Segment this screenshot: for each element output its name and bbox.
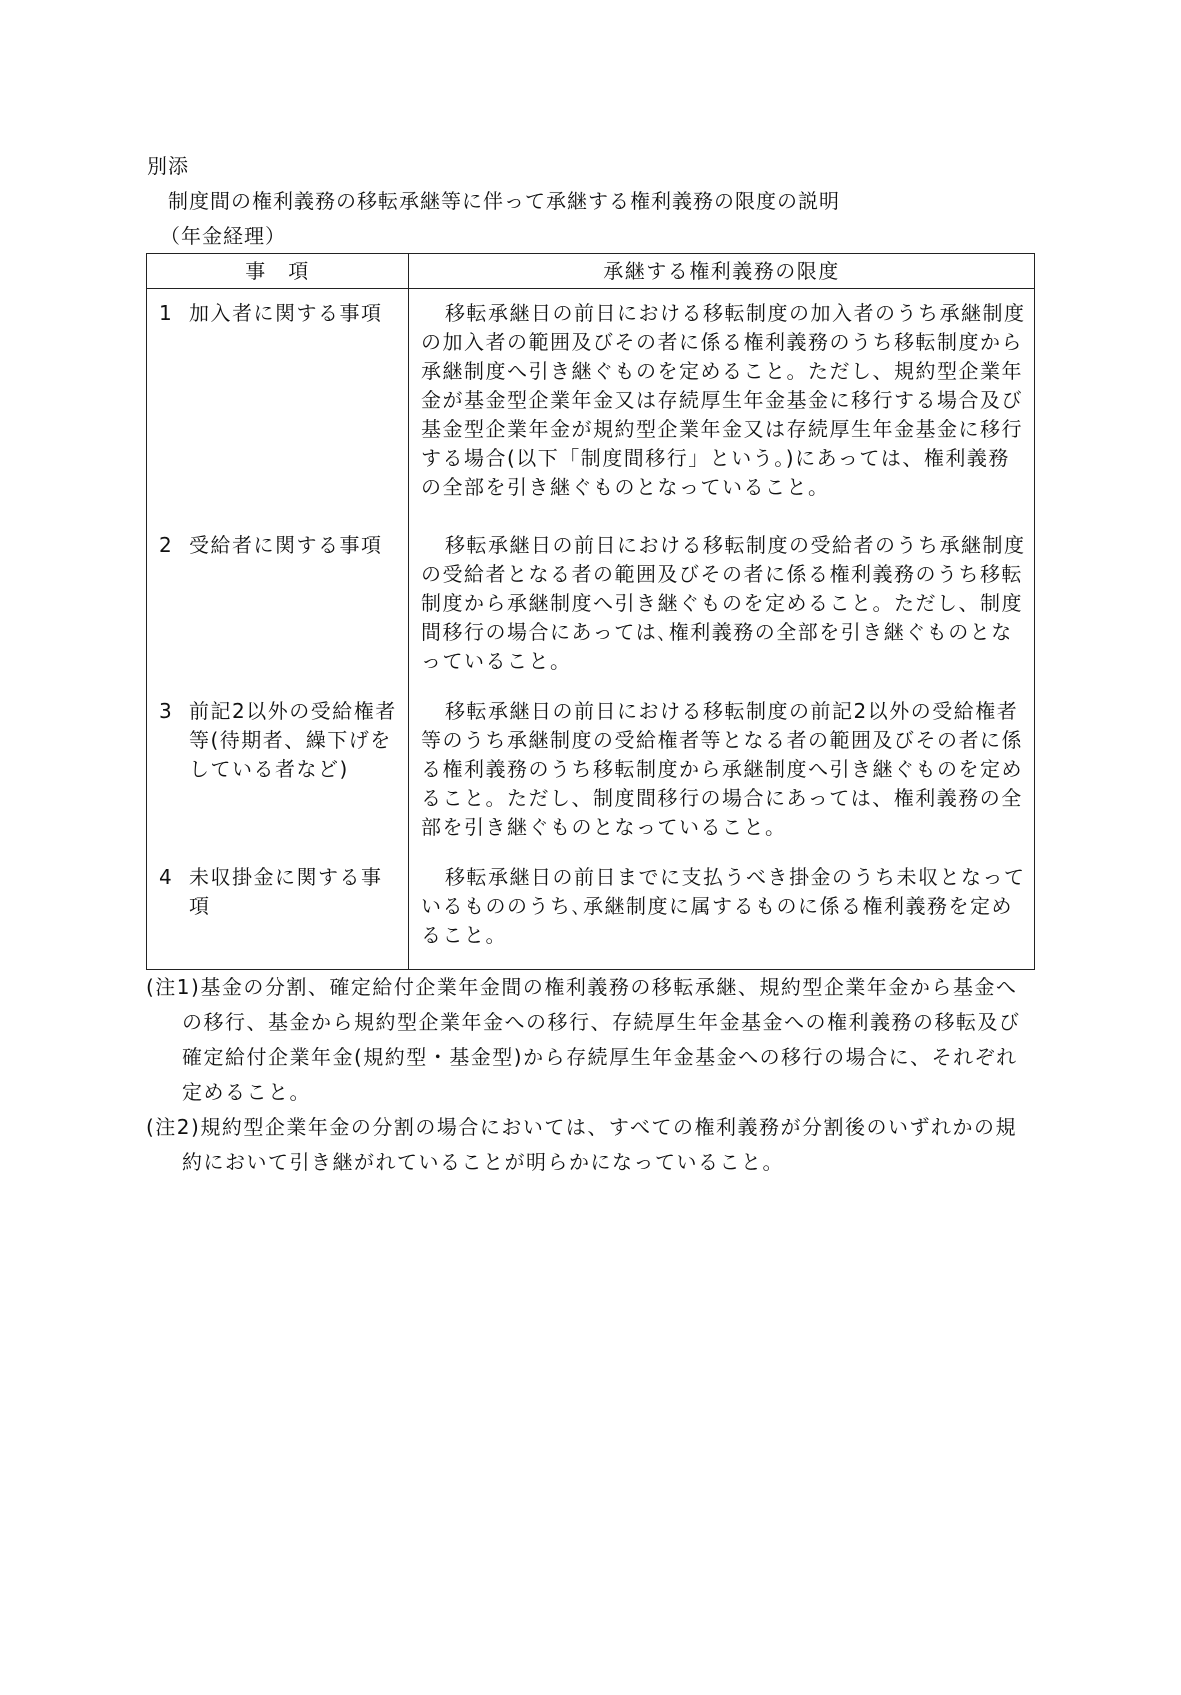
section-label: （年金経理）: [160, 224, 286, 248]
item-row-2: [159, 531, 400, 697]
document-title: 制度間の権利義務の移転承継等に伴って承継する権利義務の限度の説明: [168, 189, 840, 213]
item-row-1: [159, 299, 400, 531]
item-label: 加入者に関する事項: [189, 301, 383, 325]
item-label: 受給者に関する事項: [189, 533, 383, 557]
item-label: 前記2以外の受給権者等(待期者、繰下げをしている者など): [189, 699, 397, 781]
notes-section: [146, 970, 1036, 1180]
item-row-3: [159, 697, 400, 863]
item-number: 2: [159, 533, 174, 557]
note-label: (注1): [146, 975, 201, 999]
note-2: [146, 1110, 1036, 1180]
column-header-item: 事 項: [147, 254, 409, 289]
detail-text-2: 移転承継日の前日における移転制度の受給者のうち承継制度の受給者となる者の範囲及びその者に係る権利義務のうち移転制度から承継制度へ引き継ぐものを定めること。ただし、制度間移行の場合にあっては､権利義務の全部を引き継ぐものとなっていること。: [421, 533, 1026, 673]
note-text: 基金の分割、確定給付企業年金間の権利義務の移転承継、規約型企業年金から基金への移行、基金から規約型企業年金への移行、存続厚生年金基金への権利義務の移転及び確定給付企業年金(規約型・基金型)から存続厚生年金基金への移行の場合に、それぞれ定めること。: [182, 975, 1021, 1104]
item-row-4: [159, 863, 400, 921]
attachment-label: 別添: [147, 154, 189, 178]
column-header-detail: 承継する権利義務の限度: [409, 254, 1035, 289]
table-body-row: [147, 289, 1035, 970]
note-label: (注2): [146, 1115, 201, 1139]
detail-text-3: 移転承継日の前日における移転制度の前記2以外の受給権者等のうち承継制度の受給権者等となる者の範囲及びその者に係る権利義務のうち移転制度から承継制度へ引き継ぐものを定めること。ただし、制度間移行の場合にあっては、権利義務の全部を引き継ぐものとなっていること。: [421, 699, 1023, 839]
note-1: [146, 970, 1036, 1110]
item-number: 3: [159, 699, 174, 723]
succession-limits-table: [146, 253, 1035, 970]
table-header-row: [147, 254, 1035, 289]
item-column-cell: [147, 289, 409, 970]
note-text: 規約型企業年金の分割の場合においては、すべての権利義務が分割後のいずれかの規約において引き継がれていることが明らかになっていること。: [182, 1115, 1017, 1174]
detail-text-1: 移転承継日の前日における移転制度の加入者のうち承継制度の加入者の範囲及びその者に係る権利義務のうち移転制度から承継制度へ引き継ぐものを定めること。ただし、規約型企業年金が基金型企業年金又は存続厚生年金基金に移行する場合及び基金型企業年金が規約型企業年金又は存続厚生年金基金に移行する場合(以下「制度間移行」という。)にあっては、権利義務の全部を引き継ぐものとなっていること。: [421, 301, 1026, 499]
detail-text-4: 移転承継日の前日までに支払うべき掛金のうち未収となっているもののうち､承継制度に属するものに係る権利義務を定めること。: [421, 865, 1026, 947]
item-label: 未収掛金に関する事項: [189, 865, 383, 918]
detail-column-cell: [409, 289, 1035, 970]
item-number: 4: [159, 865, 174, 889]
item-number: 1: [159, 301, 174, 325]
